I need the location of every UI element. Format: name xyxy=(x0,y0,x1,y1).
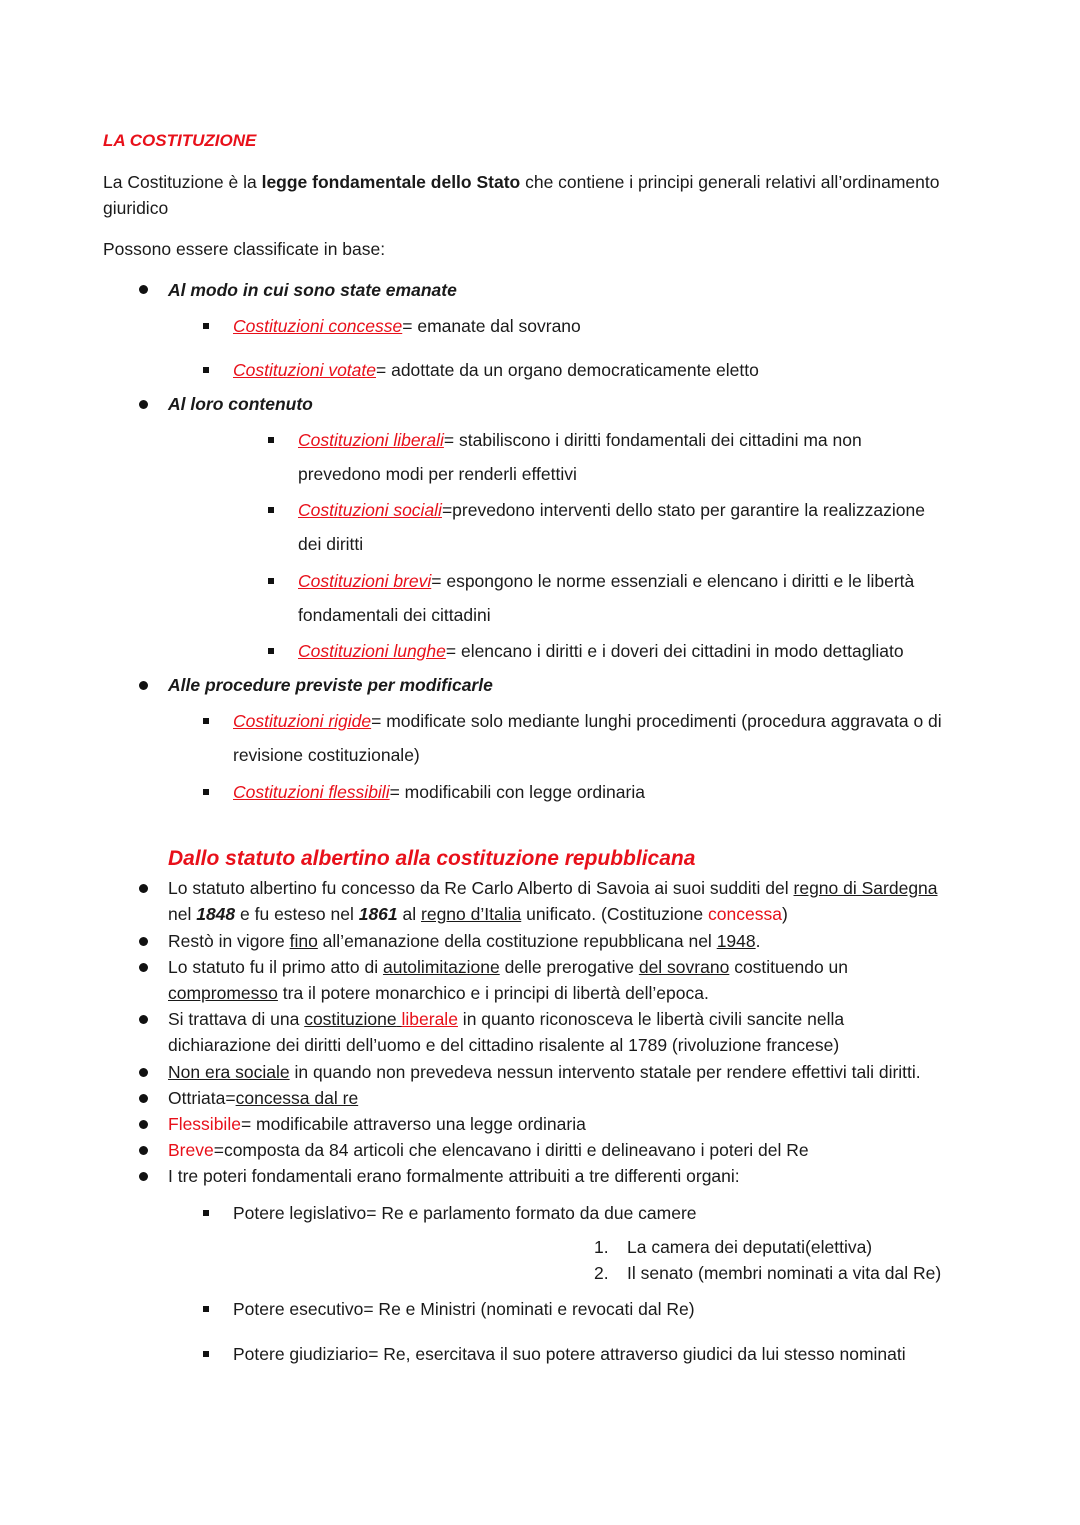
bullet-square xyxy=(203,367,209,373)
bullet-dot xyxy=(139,963,148,972)
list-item-liberali-cont: prevedono modi per renderli effettivi xyxy=(298,464,577,484)
bullet-square xyxy=(268,578,274,584)
bullet-square xyxy=(203,1306,209,1312)
bullet-square xyxy=(203,1351,209,1357)
para-non-sociale: Non era sociale in quando non prevedeva nessun intervento statale per rendere effettivi tali diritti. xyxy=(168,1062,921,1082)
list-item-sociali-cont: dei diritti xyxy=(298,534,364,554)
list-item-rigide-cont: revisione costituzionale) xyxy=(233,745,420,765)
bullet-dot xyxy=(139,681,148,690)
intro-paragraph-line1: La Costituzione è la legge fondamentale dello Stato che contiene i principi generali relativi all’ordinamento xyxy=(103,172,940,192)
list-item-rigide: Costituzioni rigide= modificate solo mediante lunghi procedimenti (procedura aggravata o di xyxy=(233,711,942,731)
bullet-square xyxy=(203,1210,209,1216)
group-heading-procedure: Alle procedure previste per modificarle xyxy=(168,675,493,695)
power-legislativo: Potere legislativo= Re e parlamento formato da due camere xyxy=(233,1203,697,1223)
group-heading-contenuto: Al loro contenuto xyxy=(168,394,313,414)
para-liberale-line2: dichiarazione dei diritti dell’uomo e del cittadino risalente al 1789 (rivoluzione francese) xyxy=(168,1035,840,1055)
bullet-dot xyxy=(139,1120,148,1129)
bullet-square xyxy=(203,323,209,329)
list-item-liberali: Costituzioni liberali= stabiliscono i diritti fondamentali dei cittadini ma non xyxy=(298,430,862,450)
para-liberale-line1: Si trattava di una costituzione liberale in quanto riconosceva le libertà civili sancite nella xyxy=(168,1009,845,1029)
bullet-dot xyxy=(139,400,148,409)
list-item-concesse: Costituzioni concesse= emanate dal sovrano xyxy=(233,316,581,336)
bullet-dot xyxy=(139,1172,148,1181)
para-statuto-line1: Lo statuto albertino fu concesso da Re Carlo Alberto di Savoia ai suoi sudditi del regno di Sardegna xyxy=(168,878,938,898)
para-ottriata: Ottriata=concessa dal re xyxy=(168,1088,359,1108)
bullet-dot xyxy=(139,1146,148,1155)
bullet-square xyxy=(268,648,274,654)
senato: Il senato (membri nominati a vita dal Re) xyxy=(627,1263,942,1283)
para-breve: Breve=composta da 84 articoli che elencavano i diritti e delineavano i poteri del Re xyxy=(168,1140,809,1160)
list-item-brevi: Costituzioni brevi= espongono le norme essenziali e elencano i diritti e le libertà xyxy=(298,571,915,591)
page-title: LA COSTITUZIONE xyxy=(103,131,257,150)
camera-deputati: La camera dei deputati(elettiva) xyxy=(627,1237,873,1257)
numbered-1: 1. xyxy=(594,1237,609,1257)
bullet-dot xyxy=(139,937,148,946)
bullet-dot xyxy=(139,285,148,294)
para-flessibile: Flessibile= modificabile attraverso una legge ordinaria xyxy=(168,1114,586,1134)
bullet-dot xyxy=(139,1094,148,1103)
para-autolimitazione-line1: Lo statuto fu il primo atto di autolimitazione delle prerogative del sovrano costituendo un xyxy=(168,957,849,977)
list-item-lunghe: Costituzioni lunghe= elencano i diritti e i doveri dei cittadini in modo dettagliato xyxy=(298,641,904,661)
list-item-votate: Costituzioni votate= adottate da un organo democraticamente eletto xyxy=(233,360,759,380)
bullet-dot xyxy=(139,884,148,893)
para-autolimitazione-line2: compromesso tra il potere monarchico e i principi di libertà dell’epoca. xyxy=(168,983,709,1003)
bullet-square xyxy=(268,507,274,513)
bullet-square xyxy=(203,718,209,724)
intro-classification: Possono essere classificate in base: xyxy=(103,239,386,259)
bullet-dot xyxy=(139,1015,148,1024)
bullet-dot xyxy=(139,1068,148,1077)
intro-bold-term: legge fondamentale dello Stato xyxy=(261,172,521,192)
bullet-square xyxy=(268,437,274,443)
para-statuto-line2: nel 1848 e fu esteso nel 1861 al regno d’Italia unificato. (Costituzione concessa) xyxy=(168,904,788,924)
section-heading: Dallo statuto albertino alla costituzione repubblicana xyxy=(168,847,696,870)
para-tre-poteri: I tre poteri fondamentali erano formalmente attribuiti a tre differenti organi: xyxy=(168,1166,740,1186)
list-item-sociali: Costituzioni sociali=prevedono interventi dello stato per garantire la realizzazione xyxy=(298,500,925,520)
numbered-2: 2. xyxy=(594,1263,609,1283)
power-esecutivo: Potere esecutivo= Re e Ministri (nominati e revocati dal Re) xyxy=(233,1299,695,1319)
list-item-flessibili: Costituzioni flessibili= modificabili con legge ordinaria xyxy=(233,782,645,802)
list-item-brevi-cont: fondamentali dei cittadini xyxy=(298,605,491,625)
group-heading-emanate: Al modo in cui sono state emanate xyxy=(168,280,457,300)
intro-paragraph-line2: giuridico xyxy=(103,198,169,218)
power-giudiziario: Potere giudiziario= Re, esercitava il suo potere attraverso giudici da lui stesso nominati xyxy=(233,1344,906,1364)
bullet-square xyxy=(203,789,209,795)
para-vigore: Restò in vigore fino all’emanazione della costituzione repubblicana nel 1948. xyxy=(168,931,761,951)
